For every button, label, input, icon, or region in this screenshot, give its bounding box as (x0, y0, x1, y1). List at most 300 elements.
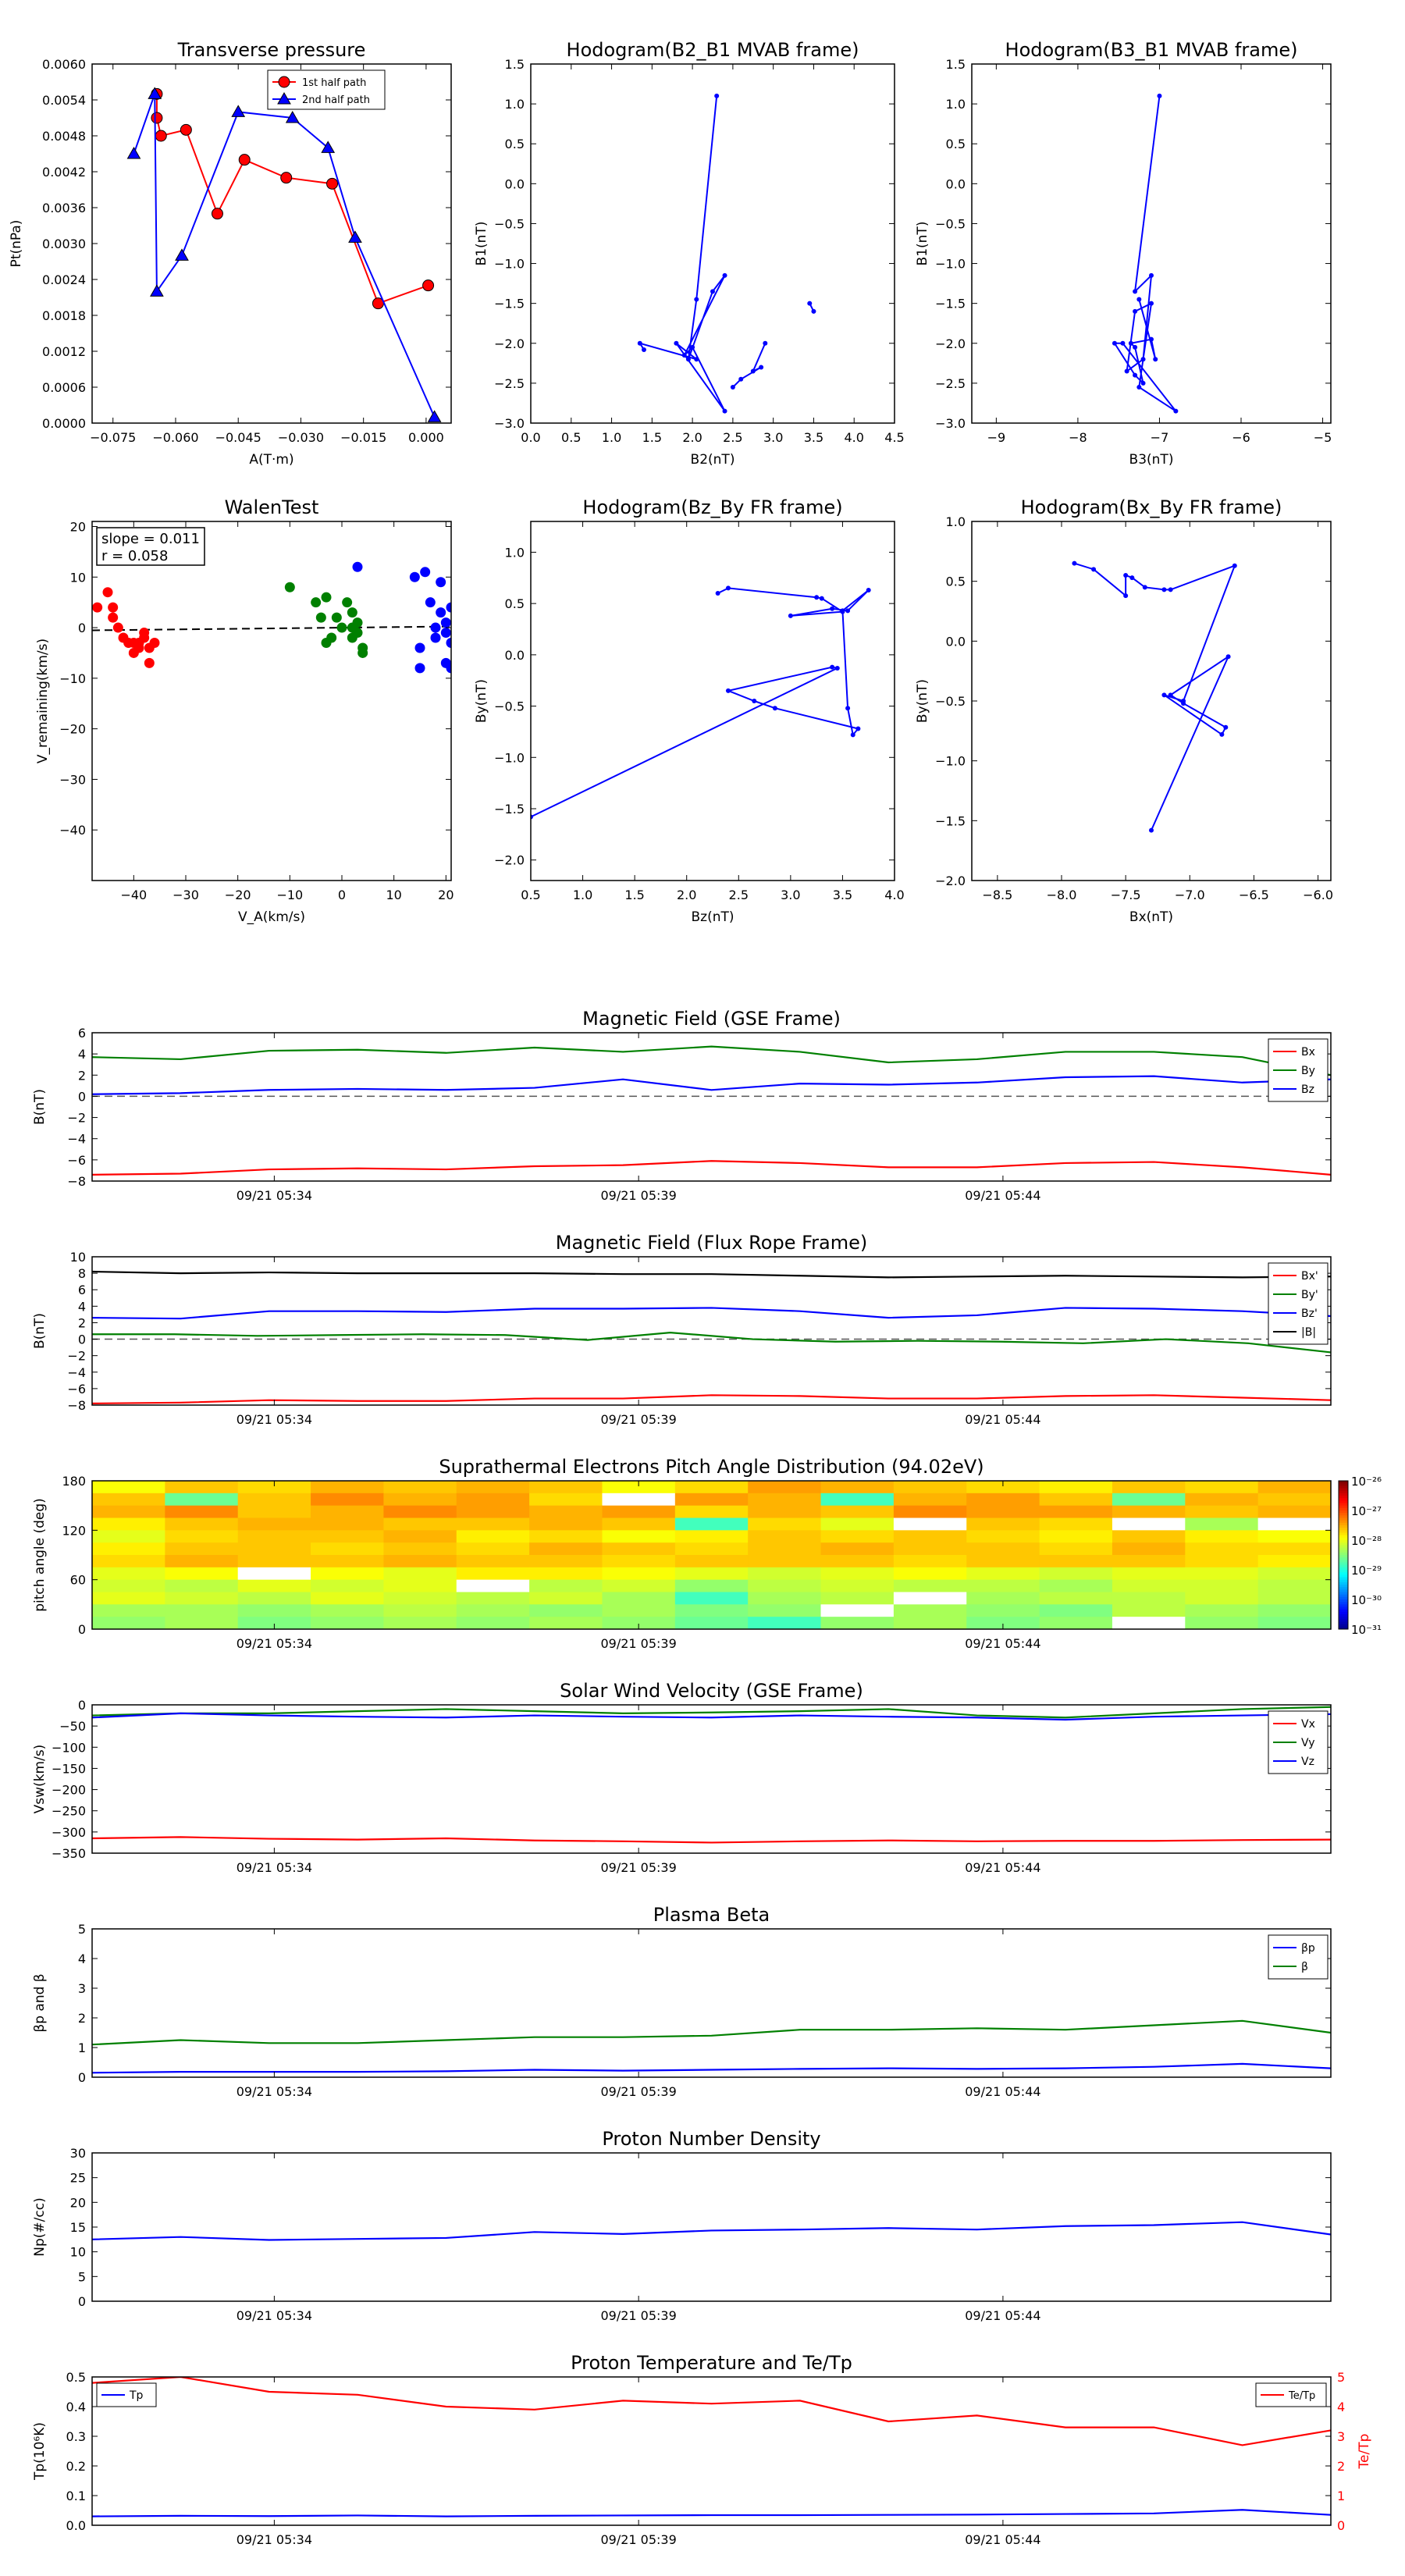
y-tick-label: 30 (69, 2146, 86, 2161)
y-tick-label: −200 (52, 1782, 86, 1798)
y-tick-label: 10 (69, 2244, 86, 2260)
x-tick-label: −30 (173, 888, 199, 902)
data-point-8 (436, 577, 446, 587)
x-tick-label: −10 (276, 888, 304, 902)
legend-entry: β (1301, 1961, 1308, 1973)
y-tick-label: −6 (67, 1152, 86, 1168)
heatmap-cell (1258, 1617, 1332, 1629)
x-axis-label: B2(nT) (690, 452, 735, 468)
x-tick-label: 0.5 (521, 888, 541, 902)
y-tick-label: −2.5 (935, 375, 966, 391)
heatmap-cell (165, 1604, 238, 1617)
y-right-tick-label: 4 (1337, 2400, 1346, 2414)
heatmap-cell (238, 1555, 311, 1567)
heatmap-cell (966, 1555, 1040, 1567)
x-tick-label: 09/21 05:39 (600, 2532, 677, 2547)
y-tick-label: −100 (52, 1740, 86, 1756)
heatmap-cell (602, 1580, 675, 1592)
y-tick-label: 0.4 (66, 2400, 86, 2414)
heatmap-cell (311, 1555, 384, 1567)
heatmap-cell (821, 1493, 895, 1506)
heatmap-cell (383, 1542, 457, 1555)
data-point-11 (1143, 585, 1147, 589)
stats-annotation (97, 528, 205, 565)
x-tick-label: 09/21 05:39 (600, 2084, 677, 2099)
x-tick-label: 1.5 (624, 888, 645, 902)
heatmap-cell (311, 1506, 384, 1518)
y-tick-label: 120 (62, 1523, 86, 1539)
heatmap-cell (165, 1542, 238, 1555)
heatmap-cell (311, 1567, 384, 1580)
x-tick-label: 09/21 05:44 (965, 1188, 1041, 1203)
y-axis-label: Tp(10⁶K) (32, 2421, 48, 2481)
data-point-1 (1226, 654, 1231, 659)
x-tick-label: 1.0 (601, 430, 622, 445)
heatmap-cell (238, 1542, 311, 1555)
y-tick-label: 10 (69, 1250, 86, 1265)
x-tick-label: 09/21 05:34 (236, 2532, 313, 2547)
y-tick-label: 1 (77, 2041, 86, 2055)
y-tick-label: 6 (77, 1026, 86, 1041)
data-point-15 (150, 638, 160, 648)
data-point-7 (327, 178, 338, 189)
y-tick-label: 180 (62, 1474, 86, 1489)
y-tick-label: −150 (52, 1761, 86, 1777)
heatmap-cell (1258, 1542, 1332, 1555)
data-point-5 (682, 353, 687, 358)
y-tick-label: −300 (52, 1824, 86, 1840)
y-axis-label: By(nT) (474, 678, 489, 724)
heatmap-cell (1185, 1481, 1258, 1493)
heatmap-cell (894, 1481, 967, 1493)
heatmap-cell (602, 1555, 675, 1567)
heatmap-cell (1258, 1506, 1332, 1518)
heatmap-cell (894, 1617, 967, 1629)
data-point-14 (1123, 593, 1128, 598)
heatmap-cell (1112, 1481, 1186, 1493)
heatmap-cell (165, 1530, 238, 1542)
data-point-10 (638, 341, 642, 346)
y-axis-label: B(nT) (32, 1088, 48, 1126)
data-point-6 (431, 623, 441, 633)
y-tick-label: 4 (77, 1299, 86, 1315)
data-point-11 (845, 608, 850, 613)
y-tick-label: 0.0024 (42, 272, 86, 287)
heatmap-cell (602, 1604, 675, 1617)
data-point-7 (342, 597, 352, 607)
heatmap-cell (966, 1604, 1040, 1617)
heatmap-cell (675, 1530, 749, 1542)
y-tick-label: 0.0 (945, 176, 966, 192)
heatmap-cell (457, 1506, 530, 1518)
heatmap-cell (1185, 1592, 1258, 1605)
data-point-14 (144, 658, 155, 668)
heatmap-cell (1185, 1493, 1258, 1506)
chart-title: Transverse pressure (177, 39, 366, 61)
data-point-10 (1112, 341, 1117, 346)
y-tick-label: −4 (67, 1364, 86, 1380)
x-tick-label: 2.0 (676, 888, 697, 902)
legend-entry: Bz' (1301, 1308, 1318, 1320)
y-right-tick-label: 0 (1337, 2518, 1346, 2533)
heatmap-cell (92, 1506, 165, 1518)
heatmap-cell (165, 1555, 238, 1567)
data-point-7 (1181, 699, 1186, 703)
heatmap-cell (821, 1555, 895, 1567)
data-point-3 (108, 613, 118, 623)
data-point-9 (436, 607, 446, 617)
legend-entry: Bx' (1301, 1270, 1318, 1283)
heatmap-cell (311, 1617, 384, 1629)
data-point-17 (726, 585, 731, 590)
heatmap-cell (821, 1542, 895, 1555)
heatmap-cell (238, 1580, 311, 1592)
y-tick-label: −10 (59, 671, 86, 686)
data-point-4 (420, 567, 430, 577)
x-tick-label: 3.5 (803, 430, 824, 445)
colorbar-label: 10⁻²⁹ (1351, 1564, 1382, 1578)
heatmap-cell (165, 1617, 238, 1629)
heatmap-cell (966, 1518, 1040, 1531)
data-point-15 (1091, 567, 1096, 571)
data-point-2 (759, 365, 763, 369)
heatmap-cell (238, 1493, 311, 1506)
y-tick-label: −8 (67, 1174, 86, 1189)
y-tick-label: 0.0000 (42, 416, 86, 431)
y-tick-label: 10 (69, 570, 86, 585)
legend-entry: 2nd half path (302, 94, 370, 106)
data-point-0 (1149, 828, 1154, 833)
y-tick-label: −2.0 (935, 873, 966, 888)
heatmap-cell (602, 1506, 675, 1518)
data-point-1 (103, 587, 113, 597)
heatmap-cell (1040, 1617, 1113, 1629)
y-tick-label: 1.0 (504, 97, 525, 112)
colorbar-label: 10⁻³⁰ (1351, 1593, 1382, 1607)
data-point-5 (1133, 309, 1137, 314)
legend-left (97, 2383, 156, 2407)
x-tick-label: 20 (438, 888, 454, 902)
data-point-6 (690, 345, 695, 350)
y-tick-label: −1.0 (935, 753, 966, 769)
heatmap-cell (165, 1567, 238, 1580)
x-axis-label: Bz(nT) (691, 909, 735, 925)
heatmap-cell (92, 1555, 165, 1567)
x-tick-label: 3.5 (832, 888, 853, 902)
data-point-8 (347, 607, 357, 617)
heatmap-cell (894, 1506, 967, 1518)
colorbar-label: 10⁻²⁷ (1351, 1504, 1382, 1518)
heatmap-cell (92, 1542, 165, 1555)
y-tick-label: 2 (77, 1068, 86, 1083)
heatmap-cell (529, 1493, 603, 1506)
y-tick-label: 0.0006 (42, 380, 86, 395)
x-tick-label: −0.015 (340, 430, 387, 445)
heatmap-cell (92, 1604, 165, 1617)
heatmap-cell (165, 1518, 238, 1531)
y-tick-label: −350 (52, 1846, 86, 1861)
y-tick-label: 0.0042 (42, 165, 86, 180)
y-tick-label: −250 (52, 1803, 86, 1819)
heatmap-cell (311, 1604, 384, 1617)
data-point-5 (239, 155, 250, 165)
x-tick-label: −7.0 (1174, 888, 1205, 902)
x-tick-label: −6.5 (1238, 888, 1269, 902)
x-tick-label: 09/21 05:39 (600, 1412, 677, 1427)
heatmap-cell (1185, 1542, 1258, 1555)
heatmap-cell (1040, 1555, 1113, 1567)
y-tick-label: −1.0 (935, 256, 966, 272)
heatmap-cell (529, 1604, 603, 1617)
heatmap-cell (602, 1567, 675, 1580)
x-tick-label: 09/21 05:34 (236, 1188, 313, 1203)
x-tick-label: 0 (337, 888, 347, 902)
heatmap-cell (1112, 1493, 1186, 1506)
heatmap-cell (894, 1580, 967, 1592)
heatmap-cell (1258, 1493, 1332, 1506)
y-axis-label: B1(nT) (474, 221, 489, 266)
heatmap-cell (894, 1555, 967, 1567)
x-tick-label: −7.5 (1110, 888, 1141, 902)
heatmap-cell (529, 1542, 603, 1555)
heatmap-cell (1185, 1506, 1258, 1518)
heatmap-cell (1112, 1530, 1186, 1542)
heatmap-cell (529, 1518, 603, 1531)
y-tick-label: 1.0 (945, 514, 966, 529)
y-tick-label: 6 (77, 1283, 86, 1298)
data-point-15 (1149, 337, 1154, 342)
legend-entry: Bx (1301, 1046, 1315, 1059)
heatmap-cell (894, 1604, 967, 1617)
heatmap-cell (92, 1518, 165, 1531)
heatmap-cell (966, 1592, 1040, 1605)
heatmap-cell (383, 1481, 457, 1493)
heatmap-cell (92, 1617, 165, 1629)
heatmap-cell (894, 1592, 967, 1605)
x-tick-label: −8.5 (982, 888, 1013, 902)
chart-title: Hodogram(Bx_By FR frame) (1020, 496, 1282, 518)
x-tick-label: −9 (987, 430, 1006, 445)
heatmap-cell (966, 1542, 1040, 1555)
x-axis-label: Bx(nT) (1129, 909, 1174, 925)
data-point-14 (1129, 341, 1133, 346)
heatmap-cell (457, 1617, 530, 1629)
legend-entry: Vx (1301, 1718, 1315, 1731)
y-right-tick-label: 3 (1337, 2429, 1346, 2444)
x-tick-label: 0.0 (521, 430, 541, 445)
data-point-3 (751, 369, 756, 374)
data-point-10 (441, 617, 451, 628)
heatmap-cell (821, 1567, 895, 1580)
heatmap-cell (675, 1555, 749, 1567)
heatmap-cell (1040, 1580, 1113, 1592)
data-point-10 (134, 642, 144, 653)
heatmap-cell (1040, 1530, 1113, 1542)
heatmap-cell (457, 1481, 530, 1493)
y-tick-label: 0 (77, 1089, 86, 1105)
heatmap-cell (1112, 1617, 1186, 1629)
x-tick-label: 09/21 05:34 (236, 1860, 313, 1875)
heatmap-cell (1185, 1555, 1258, 1567)
data-point-18 (716, 591, 720, 596)
y-tick-label: −1.5 (935, 813, 966, 829)
legend-entry: Bz (1301, 1083, 1314, 1096)
legend-entry: Vz (1301, 1756, 1314, 1768)
data-point-2 (316, 613, 326, 623)
data-point-0 (279, 76, 290, 87)
x-tick-label: 09/21 05:34 (236, 2084, 313, 2099)
chart-title: Magnetic Field (Flux Rope Frame) (555, 1232, 868, 1254)
data-point-2 (155, 130, 166, 141)
heatmap-cell (602, 1542, 675, 1555)
y-axis-label: Pt(nPa) (9, 219, 24, 268)
data-point-1 (694, 297, 699, 302)
data-point-0 (714, 94, 719, 98)
x-tick-label: 09/21 05:44 (965, 2084, 1041, 2099)
y-tick-label: −3.0 (935, 416, 966, 431)
data-point-5 (425, 597, 436, 607)
heatmap-cell (457, 1592, 530, 1605)
y-tick-label: 0.3 (66, 2429, 86, 2444)
heatmap-cell (311, 1481, 384, 1493)
x-tick-label: 09/21 05:44 (965, 1412, 1041, 1427)
heatmap-cell (1258, 1555, 1332, 1567)
heatmap-cell (1112, 1567, 1186, 1580)
heatmap-cell (748, 1518, 821, 1531)
data-point-13 (1133, 345, 1137, 350)
data-point-3 (180, 124, 191, 135)
y-tick-label: 0.0 (504, 176, 525, 192)
heatmap-cell (1258, 1567, 1332, 1580)
y-tick-label: 0.0036 (42, 201, 86, 215)
heatmap-cell (238, 1506, 311, 1518)
heatmap-cell (748, 1592, 821, 1605)
heatmap-cell (529, 1530, 603, 1542)
y-tick-label: 0.0 (945, 634, 966, 649)
x-tick-label: −8.0 (1046, 888, 1077, 902)
heatmap-cell (457, 1530, 530, 1542)
y-tick-label: −0.5 (935, 216, 966, 232)
heatmap-cell (383, 1592, 457, 1605)
data-point-9 (1120, 341, 1125, 346)
data-point-10 (866, 588, 871, 592)
y-tick-label: 25 (69, 2170, 86, 2186)
y-tick-label: 3 (77, 1981, 86, 1996)
y-tick-label: 0.0 (66, 2518, 86, 2533)
x-axis-label: B3(nT) (1129, 452, 1174, 468)
y-tick-label: 0.0030 (42, 237, 86, 251)
data-point-7 (431, 633, 441, 643)
heatmap-cell (92, 1530, 165, 1542)
data-point-8 (1232, 564, 1237, 568)
heatmap-cell (675, 1493, 749, 1506)
y-tick-label: −1.0 (494, 256, 525, 272)
y-tick-label: −1.0 (494, 750, 525, 766)
heatmap-cell (529, 1592, 603, 1605)
y-tick-label: −8 (67, 1398, 86, 1413)
chart-title: Proton Temperature and Te/Tp (571, 2352, 852, 2374)
heatmap-cell (821, 1481, 895, 1493)
heatmap-cell (748, 1567, 821, 1580)
x-tick-label: 09/21 05:34 (236, 1636, 313, 1651)
y-tick-label: 2 (77, 1315, 86, 1331)
legend-entry: By (1301, 1065, 1315, 1077)
heatmap-cell (383, 1493, 457, 1506)
heatmap-cell (1258, 1580, 1332, 1592)
y-tick-label: 0.1 (66, 2489, 86, 2503)
data-point-7 (1136, 385, 1141, 390)
y-right-axis-label: Te/Tp (1357, 2433, 1372, 2469)
data-point-2 (1168, 692, 1173, 697)
y-axis-label: Np(#/cc) (32, 2197, 48, 2257)
heatmap-cell (748, 1493, 821, 1506)
y-tick-label: 1.5 (504, 57, 525, 72)
y-axis-label: pitch angle (deg) (32, 1498, 48, 1612)
data-point-8 (1173, 409, 1178, 414)
y-tick-label: 0.5 (504, 596, 525, 612)
data-point-12 (139, 628, 149, 638)
heatmap-cell (1040, 1592, 1113, 1605)
heatmap-cell (821, 1506, 895, 1518)
data-point-12 (1141, 381, 1146, 386)
data-point-4 (1223, 725, 1228, 730)
heatmap-cell (602, 1530, 675, 1542)
chart-title: Hodogram(B3_B1 MVAB frame) (1005, 39, 1298, 61)
data-point-1 (835, 666, 840, 671)
heatmap-cell (311, 1493, 384, 1506)
data-point-9 (1168, 587, 1173, 592)
data-point-1 (151, 112, 162, 123)
heatmap-cell (821, 1592, 895, 1605)
heatmap-cell (675, 1518, 749, 1531)
heatmap-cell (529, 1555, 603, 1567)
data-point-3 (710, 289, 715, 294)
data-point-3 (415, 663, 425, 673)
heatmap-cell (92, 1580, 165, 1592)
y-tick-label: −2.0 (494, 852, 525, 868)
heatmap-cell (383, 1530, 457, 1542)
data-point-1 (738, 377, 743, 382)
data-point-13 (357, 648, 368, 658)
data-point-4 (752, 699, 756, 703)
legend (1268, 1711, 1328, 1774)
y-right-tick-label: 1 (1337, 2489, 1346, 2503)
data-point-1 (311, 597, 321, 607)
heatmap-cell (748, 1542, 821, 1555)
heatmap-cell (1040, 1567, 1113, 1580)
heatmap-cell (529, 1617, 603, 1629)
heatmap-cell (383, 1567, 457, 1580)
heatmap-cell (457, 1567, 530, 1580)
y-tick-label: 0 (77, 1622, 86, 1637)
data-point-8 (845, 706, 850, 710)
heatmap-cell (457, 1518, 530, 1531)
data-point-14 (840, 610, 845, 614)
y-tick-label: 0.0018 (42, 308, 86, 323)
x-tick-label: 09/21 05:34 (236, 2308, 313, 2323)
data-point-12 (441, 628, 451, 638)
y-tick-label: 0 (77, 1698, 86, 1713)
x-tick-label: 2.5 (723, 430, 743, 445)
chart-title: Suprathermal Electrons Pitch Angle Distribution (94.02eV) (439, 1456, 984, 1478)
data-point-15 (347, 623, 357, 633)
data-point-12 (830, 607, 834, 611)
x-tick-label: 0.000 (408, 430, 444, 445)
y-tick-label: 1.5 (945, 57, 966, 72)
heatmap-cell (1258, 1592, 1332, 1605)
y-tick-label: 1.0 (504, 545, 525, 560)
heatmap-cell (529, 1580, 603, 1592)
